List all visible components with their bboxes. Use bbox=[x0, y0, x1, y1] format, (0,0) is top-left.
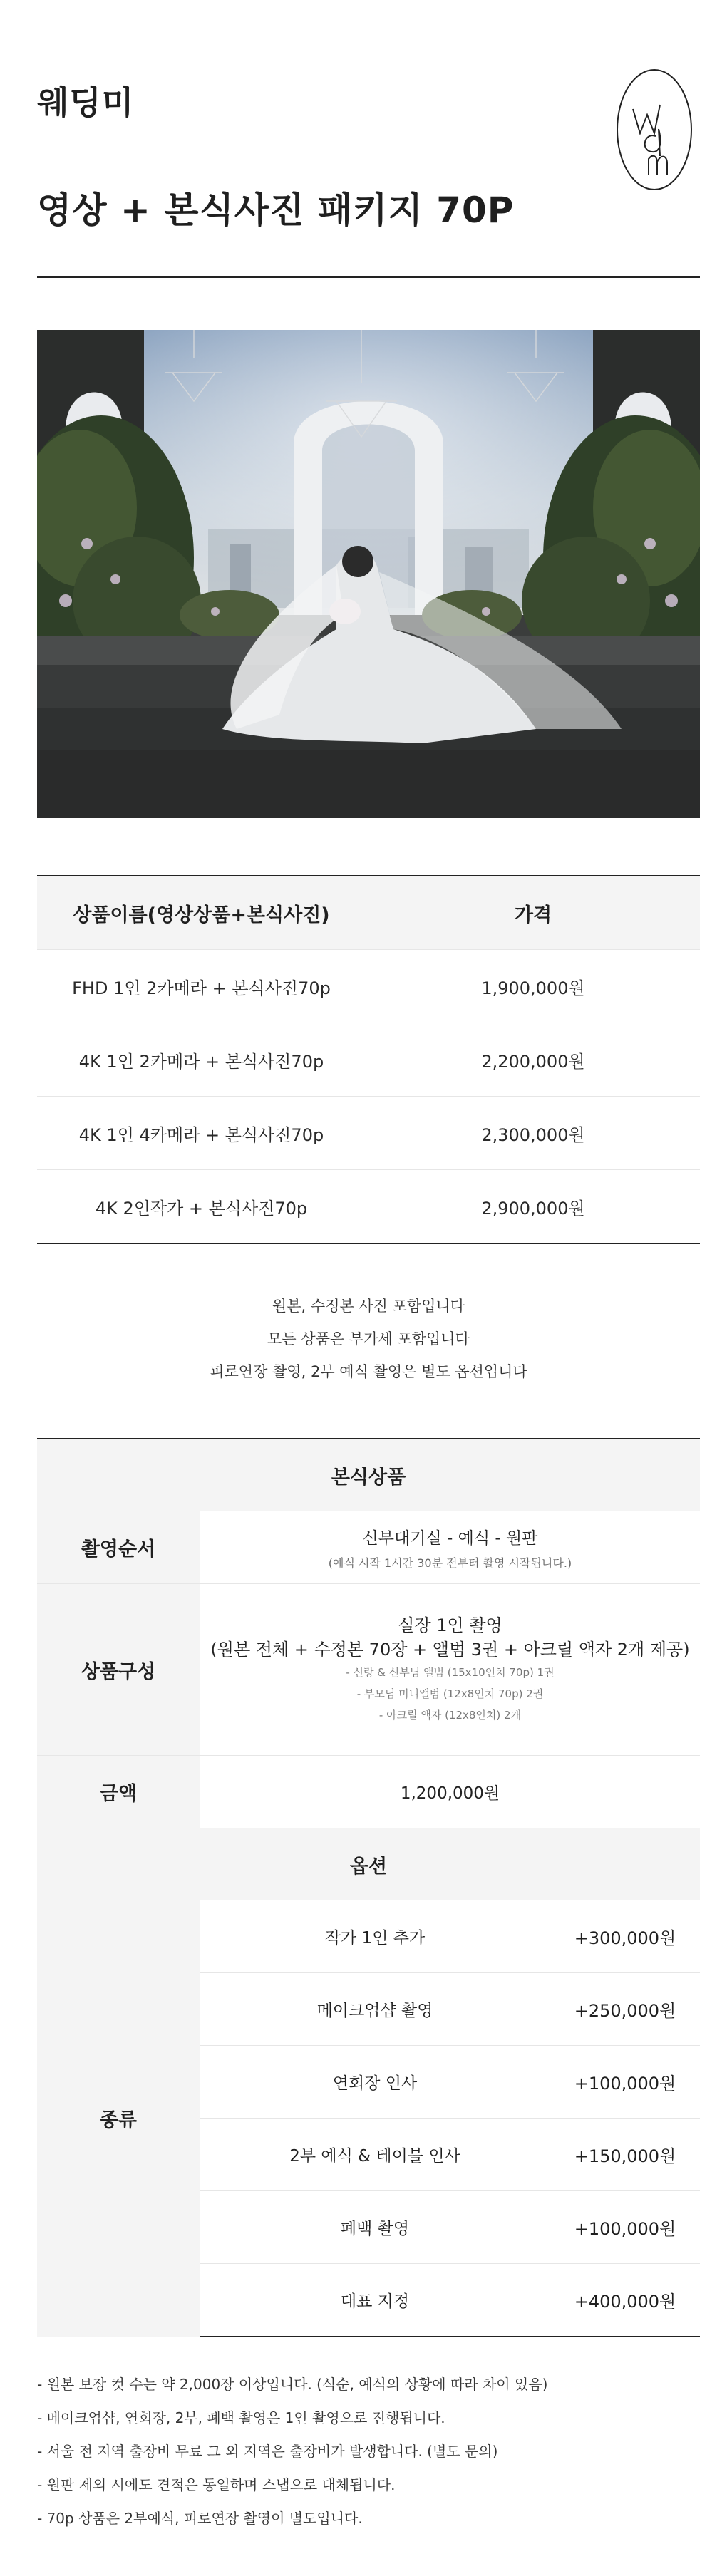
list-item: - 메이크업샵, 연회장, 2부, 폐백 촬영은 1인 촬영으로 진행됩니다. bbox=[37, 2409, 445, 2426]
product-name: 4K 2인작가 + 본식사진70p bbox=[37, 1170, 366, 1244]
product-price: 2,300,000원 bbox=[366, 1097, 701, 1170]
product-price: 1,900,000원 bbox=[366, 950, 701, 1023]
package-table bbox=[37, 1438, 700, 2337]
composition-item: - 신랑 & 신부님 앨범 (15x10인치 70p) 1권 bbox=[346, 1666, 555, 1679]
composition-detail: (원본 전체 + 수정본 70장 + 앨범 3권 + 아크릴 액자 2개 제공) bbox=[210, 1640, 690, 1660]
price-table bbox=[37, 875, 700, 1244]
option-name: 작가 1인 추가 bbox=[200, 1900, 550, 1973]
product-price: 2,900,000원 bbox=[366, 1170, 701, 1244]
list-item: - 70p 상품은 2부예식, 피로연장 촬영이 별도입니다. bbox=[37, 2510, 363, 2527]
amount-value: 1,200,000원 bbox=[200, 1756, 701, 1828]
header-divider bbox=[37, 276, 700, 278]
options-label: 종류 bbox=[37, 1900, 200, 2337]
order-cell bbox=[200, 1511, 701, 1584]
composition-item: - 부모님 미니앨범 (12x8인치 70p) 2권 bbox=[356, 1687, 544, 1700]
order-note: (예식 시작 1시간 30분 전부터 촬영 시작됩니다.) bbox=[328, 1556, 572, 1570]
column-header-product: 상품이름(영상상품+본식사진) bbox=[37, 876, 366, 950]
option-name: 대표 지정 bbox=[200, 2264, 550, 2337]
option-name: 2부 예식 & 테이블 인사 bbox=[200, 2119, 550, 2191]
order-main: 신부대기실 - 예식 - 원판 bbox=[362, 1528, 538, 1548]
price-table-header bbox=[37, 876, 700, 950]
table-row bbox=[37, 1023, 700, 1097]
option-price: +300,000원 bbox=[550, 1900, 701, 1973]
order-label: 촬영순서 bbox=[37, 1511, 200, 1584]
product-name: 4K 1인 2카메라 + 본식사진70p bbox=[37, 1023, 366, 1097]
composition-cell bbox=[200, 1584, 701, 1756]
option-price: +100,000원 bbox=[550, 2046, 701, 2119]
table-row bbox=[37, 1097, 700, 1170]
product-price: 2,200,000원 bbox=[366, 1023, 701, 1097]
notes-block bbox=[37, 1290, 700, 1388]
list-item: - 서울 전 지역 출장비 무료 그 외 지역은 출장비가 발생합니다. (별도 문의) bbox=[37, 2443, 498, 2460]
option-price: +150,000원 bbox=[550, 2119, 701, 2191]
table-row bbox=[37, 1170, 700, 1244]
options-title: 옵션 bbox=[37, 1828, 700, 1900]
note-line: 모든 상품은 부가세 포함입니다 bbox=[267, 1330, 470, 1348]
note-line: 피로연장 촬영, 2부 예식 촬영은 별도 옵션입니다 bbox=[210, 1363, 527, 1380]
option-name: 연회장 인사 bbox=[200, 2046, 550, 2119]
brand-logo bbox=[614, 68, 694, 192]
list-item: - 원판 제외 시에도 견적은 동일하며 스냅으로 대체됩니다. bbox=[37, 2476, 396, 2493]
note-line: 원본, 수정본 사진 포함입니다 bbox=[272, 1298, 465, 1315]
option-name: 폐백 촬영 bbox=[200, 2191, 550, 2264]
product-name: 4K 1인 4카메라 + 본식사진70p bbox=[37, 1097, 366, 1170]
column-header-price: 가격 bbox=[366, 876, 701, 950]
brand-name: 웨딩미 bbox=[37, 83, 135, 122]
list-item: - 원본 보장 컷 수는 약 2,000장 이상입니다. (식순, 예식의 상황에 따라 차이 있음) bbox=[37, 2376, 548, 2393]
composition-main: 실장 1인 촬영 bbox=[398, 1615, 502, 1635]
option-price: +100,000원 bbox=[550, 2191, 701, 2264]
option-name: 메이크업샵 촬영 bbox=[200, 1973, 550, 2046]
option-price: +250,000원 bbox=[550, 1973, 701, 2046]
amount-label: 금액 bbox=[37, 1756, 200, 1828]
composition-label: 상품구성 bbox=[37, 1584, 200, 1756]
bottom-notes bbox=[37, 2368, 700, 2535]
composition-item: - 아크릴 액자 (12x8인치) 2개 bbox=[378, 1709, 522, 1722]
page-title: 영상 + 본식사진 패키지 70P bbox=[37, 190, 515, 231]
package-title: 본식상품 bbox=[37, 1439, 700, 1511]
product-name: FHD 1인 2카메라 + 본식사진70p bbox=[37, 950, 366, 1023]
wedding-hall-photo bbox=[37, 330, 700, 818]
table-row bbox=[37, 950, 700, 1023]
option-price: +400,000원 bbox=[550, 2264, 701, 2337]
